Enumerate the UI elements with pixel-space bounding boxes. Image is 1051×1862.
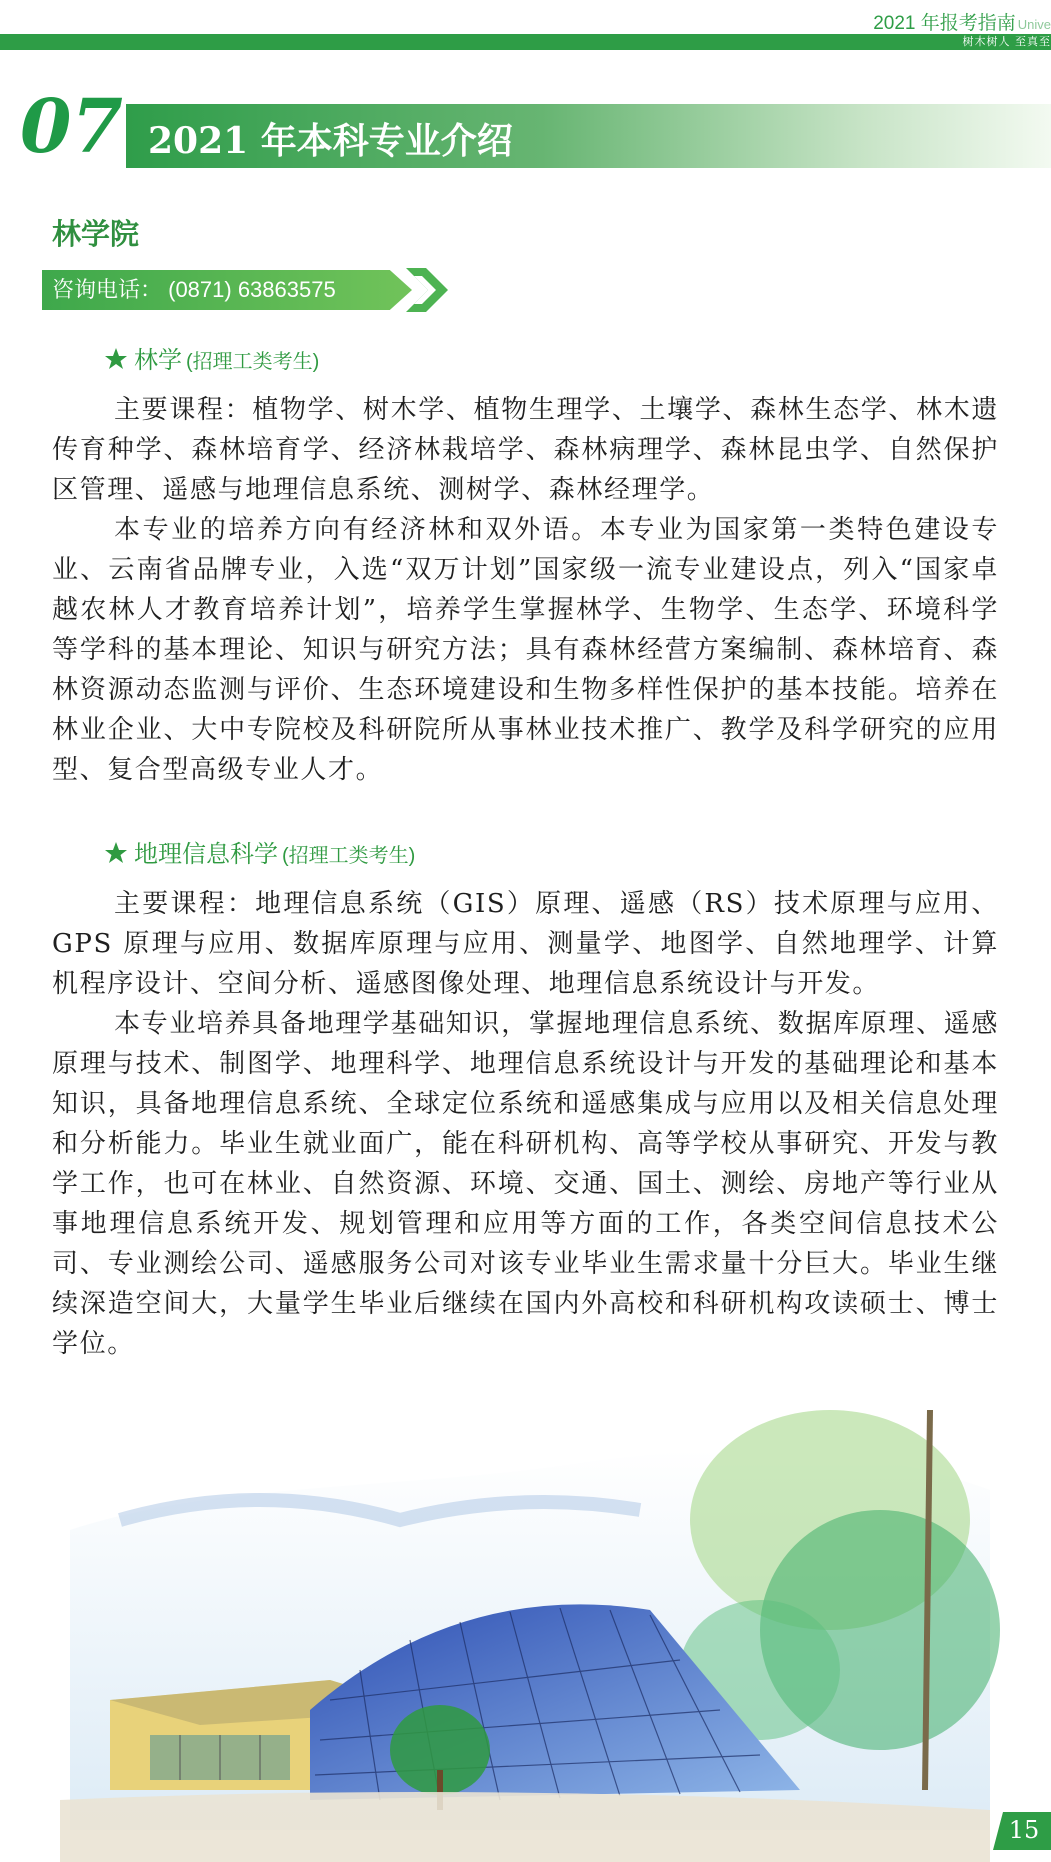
university-motto: 树木树人 至真至 (962, 35, 1051, 48)
paragraph-gis-courses: 主要课程：地理信息系统（GIS）原理、遥感（RS）技术原理与应用、GPS 原理与应用、数据库原理与应用、测量学、地图学、自然地理学、计算机程序设计、空间分析、遥感图像处理、地理信息系统设计与开发。 (52, 889, 999, 999)
star-icon (104, 841, 128, 865)
major-heading-forestry (104, 340, 319, 375)
page-number: 15 (1008, 1816, 1040, 1844)
major-heading-gis (104, 834, 415, 869)
header-stripe (0, 34, 1051, 50)
paragraph-forestry-courses: 主要课程：植物学、树木学、植物生理学、土壤学、森林生态学、林木遗传育种学、森林培育学、经济林栽培学、森林病理学、森林昆虫学、自然保护区管理、遥感与地理信息系统、测树学、森林经理学。 (52, 395, 999, 505)
major-name: 林学 (134, 347, 182, 374)
section-number: 07 (20, 84, 123, 170)
guide-title: 2021 年报考指南 Unive (873, 13, 1051, 34)
star-icon (104, 347, 128, 371)
consult-phone: 咨询电话： (0871) 63863575 (52, 277, 336, 302)
campus-building-illustration (0, 1370, 1051, 1862)
major-note: (招理工类考生) (186, 351, 320, 373)
college-name: 林学院 (52, 219, 140, 251)
chevron-right-icon (400, 266, 452, 314)
paragraph-gis-description: 本专业培养具备地理学基础知识，掌握地理信息系统、数据库原理、遥感原理与技术、制图学、地理科学、地理信息系统设计与开发的基础理论和基本知识，具备地理信息系统、全球定位系统和遥感集成与应用以及相关信息处理和分析能力。毕业生就业面广，能在科研机构、高等学校从事研究、开发与教学工作，也可在林业、自然资源、环境、交通、国土、测绘、房地产等行业从事地理信息系统开发、规划管理和应用等方面的工作，各类空间信息技术公司、专业测绘公司、遥感服务公司对该专业毕业生需求量十分巨大。毕业生继续深造空间大，大量学生毕业后继续在国内外高校和科研机构攻读硕士、博士学位。 (52, 1009, 999, 1359)
major-name: 地理信息科学 (134, 841, 278, 868)
guide-title-tail: Unive (1017, 17, 1051, 32)
major-note: (招理工类考生) (282, 845, 416, 867)
section-title: 2021 年本科专业介绍 (148, 120, 513, 162)
paragraph-forestry-description: 本专业的培养方向有经济林和双外语。本专业为国家第一类特色建设专业、云南省品牌专业，入选“双万计划”国家级一流专业建设点，列入“国家卓越农林人才教育培养计划”，培养学生掌握林学、生物学、生态学、环境科学等学科的基本理论、知识与研究方法；具有森林经营方案编制、森林培育、森林资源动态监测与评价、生态环境建设和生物多样性保护的基本技能。培养在林业企业、大中专院校及科研院所从事林业技术推广、教学及科学研究的应用型、复合型高级专业人才。 (52, 515, 999, 785)
